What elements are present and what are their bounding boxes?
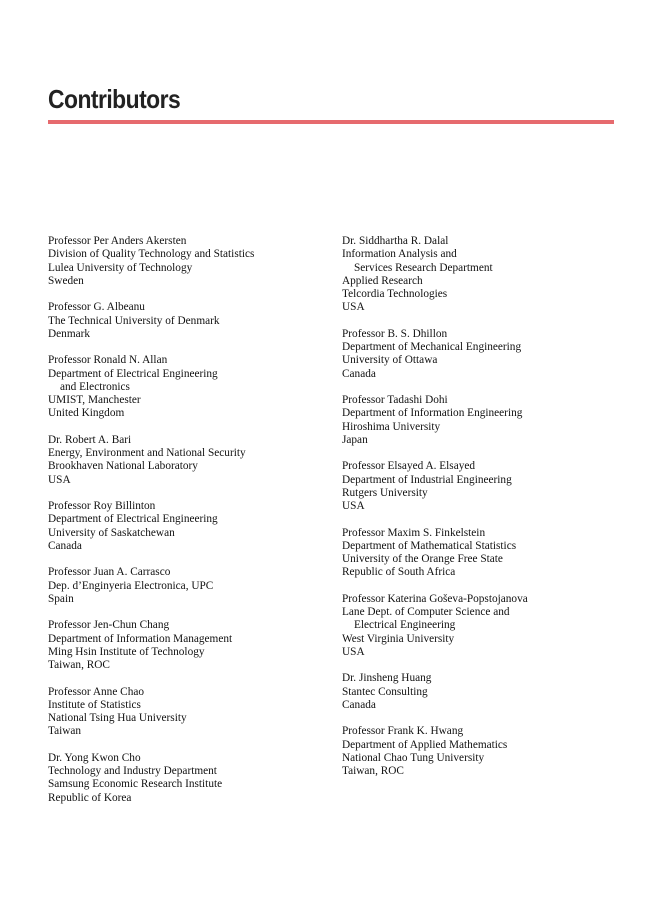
contributor-affiliation-line: Canada (342, 367, 376, 380)
contributor-affiliation-line: Sweden (48, 274, 84, 287)
contributor-affiliation-line: Japan (342, 433, 368, 446)
contributor-affiliation-line: The Technical University of Denmark (48, 314, 220, 327)
contributor-affiliation-line: Division of Quality Technology and Statistics (48, 248, 255, 261)
contributor-name: Professor Anne Chao (48, 685, 145, 698)
contributor-affiliation-line: Department of Information Management (48, 632, 233, 645)
contributor-affiliation-line: Applied Research (342, 274, 423, 287)
contributor-affiliation-line: Department of Industrial Engineering (342, 473, 512, 486)
contributor-affiliation-line: Department of Electrical Engineering (48, 367, 218, 380)
contributor-affiliation-line: Electrical Engineering (354, 619, 456, 632)
contributor-affiliation-line: Lulea University of Technology (48, 261, 193, 274)
title-underline (48, 120, 614, 124)
contributor-entry (342, 328, 632, 381)
contributor-affiliation-line: United Kingdom (48, 407, 125, 420)
contributors-column-right (342, 235, 632, 792)
contributor-affiliation-line: Department of Information Engineering (342, 407, 523, 420)
contributor-affiliation-line: Department of Mathematical Statistics (342, 539, 517, 552)
contributor-entry (48, 301, 333, 341)
contributor-entry (48, 752, 333, 805)
contributor-affiliation-line: University of the Orange Free State (342, 553, 503, 565)
contributor-affiliation-line: Telcordia Technologies (342, 288, 448, 300)
contributor-affiliation-line: Republic of Korea (48, 791, 132, 804)
contributor-affiliation-line: Canada (342, 698, 376, 711)
contributor-affiliation-line: Department of Electrical Engineering (48, 513, 218, 526)
contributor-affiliation-line: UMIST, Manchester (48, 394, 141, 406)
contributor-affiliation-line: Taiwan, ROC (48, 659, 110, 671)
contributor-name: Professor Roy Billinton (48, 500, 156, 512)
contributor-entry (48, 500, 333, 553)
contributor-entry (48, 686, 333, 739)
contributor-affiliation-line: National Tsing Hua University (48, 712, 187, 724)
contributor-entry (48, 235, 333, 288)
contributor-affiliation-line: Lane Dept. of Computer Science and (342, 606, 510, 618)
contributor-affiliation-line: Dep. d’Enginyeria Electronica, UPC (48, 579, 214, 592)
contributor-affiliation-line: University of Ottawa (342, 354, 438, 367)
contributor-name: Dr. Yong Kwon Cho (48, 751, 141, 764)
contributor-entry (342, 672, 632, 712)
contributor-name: Professor Ronald N. Allan (48, 354, 168, 367)
contributor-entry (48, 354, 333, 420)
contributor-affiliation-line: Republic of South Africa (342, 566, 456, 579)
contributor-affiliation-line: Denmark (48, 327, 91, 340)
contributor-name: Professor Frank K. Hwang (342, 725, 464, 738)
contributor-entry (48, 566, 333, 606)
contributor-affiliation-line: National Chao Tung University (342, 751, 485, 764)
contributor-affiliation-line: Technology and Industry Department (48, 765, 217, 777)
contributor-affiliation-line: Energy, Environment and National Security (48, 447, 246, 459)
contributor-affiliation-line: Samsung Economic Research Institute (48, 778, 223, 791)
contributor-affiliation-line: USA (48, 473, 71, 486)
contributor-affiliation-line: Spain (48, 592, 74, 605)
contributor-affiliation-line: Brookhaven National Laboratory (48, 460, 198, 473)
contributor-name: Dr. Jinsheng Huang (342, 672, 432, 685)
contributor-affiliation-line: Rutgers University (342, 486, 428, 499)
contributor-affiliation-line: USA (342, 301, 365, 314)
contributor-entry (48, 619, 333, 672)
contributor-affiliation-line: Canada (48, 539, 82, 552)
contributor-entry (342, 593, 632, 659)
contributor-affiliation-line: Ming Hsin Institute of Technology (48, 645, 205, 658)
contributor-affiliation-line: West Virginia University (342, 632, 455, 645)
contributor-affiliation-line: Department of Applied Mathematics (342, 738, 508, 751)
contributor-name: Professor Maxim S. Finkelstein (342, 526, 486, 539)
contributor-name: Professor Juan A. Carrasco (48, 566, 171, 579)
contributor-entry (342, 460, 632, 513)
contributor-name: Dr. Siddhartha R. Dalal (342, 235, 449, 247)
contributor-affiliation-line: Stantec Consulting (342, 685, 428, 698)
contributors-column-left (48, 235, 333, 818)
contributor-name: Professor Tadashi Dohi (342, 394, 448, 406)
contributor-name: Professor Katerina Goševa-Popstojanova (342, 592, 528, 605)
contributor-affiliation-line: Institute of Statistics (48, 698, 141, 711)
contributor-affiliation-line: Hiroshima University (342, 420, 441, 433)
contributor-affiliation-line: USA (342, 500, 365, 512)
contributor-name: Professor G. Albeanu (48, 301, 145, 314)
contributor-entry (342, 725, 632, 778)
contributor-name: Professor B. S. Dhillon (342, 327, 448, 340)
page-title: Contributors (48, 84, 181, 114)
contributor-affiliation-line: Department of Mechanical Engineering (342, 341, 522, 353)
contributor-affiliation-line: University of Saskatchewan (48, 526, 175, 539)
contributor-entry (342, 527, 632, 580)
contributor-name: Professor Jen-Chun Chang (48, 619, 170, 632)
contributor-name: Professor Elsayed A. Elsayed (342, 460, 476, 473)
contributor-affiliation-line: and Electronics (60, 380, 130, 393)
contributor-affiliation-line: Information Analysis and (342, 248, 457, 261)
contributor-entry (342, 235, 632, 315)
contributor-affiliation-line: Taiwan (48, 725, 82, 738)
contributor-affiliation-line: Services Research Department (354, 261, 493, 274)
contributor-name: Dr. Robert A. Bari (48, 433, 132, 446)
contributor-entry (48, 434, 333, 487)
contributor-affiliation-line: USA (342, 645, 365, 658)
contributor-name: Professor Per Anders Akersten (48, 235, 187, 247)
contributor-entry (342, 394, 632, 447)
contributor-affiliation-line: Taiwan, ROC (342, 765, 404, 777)
